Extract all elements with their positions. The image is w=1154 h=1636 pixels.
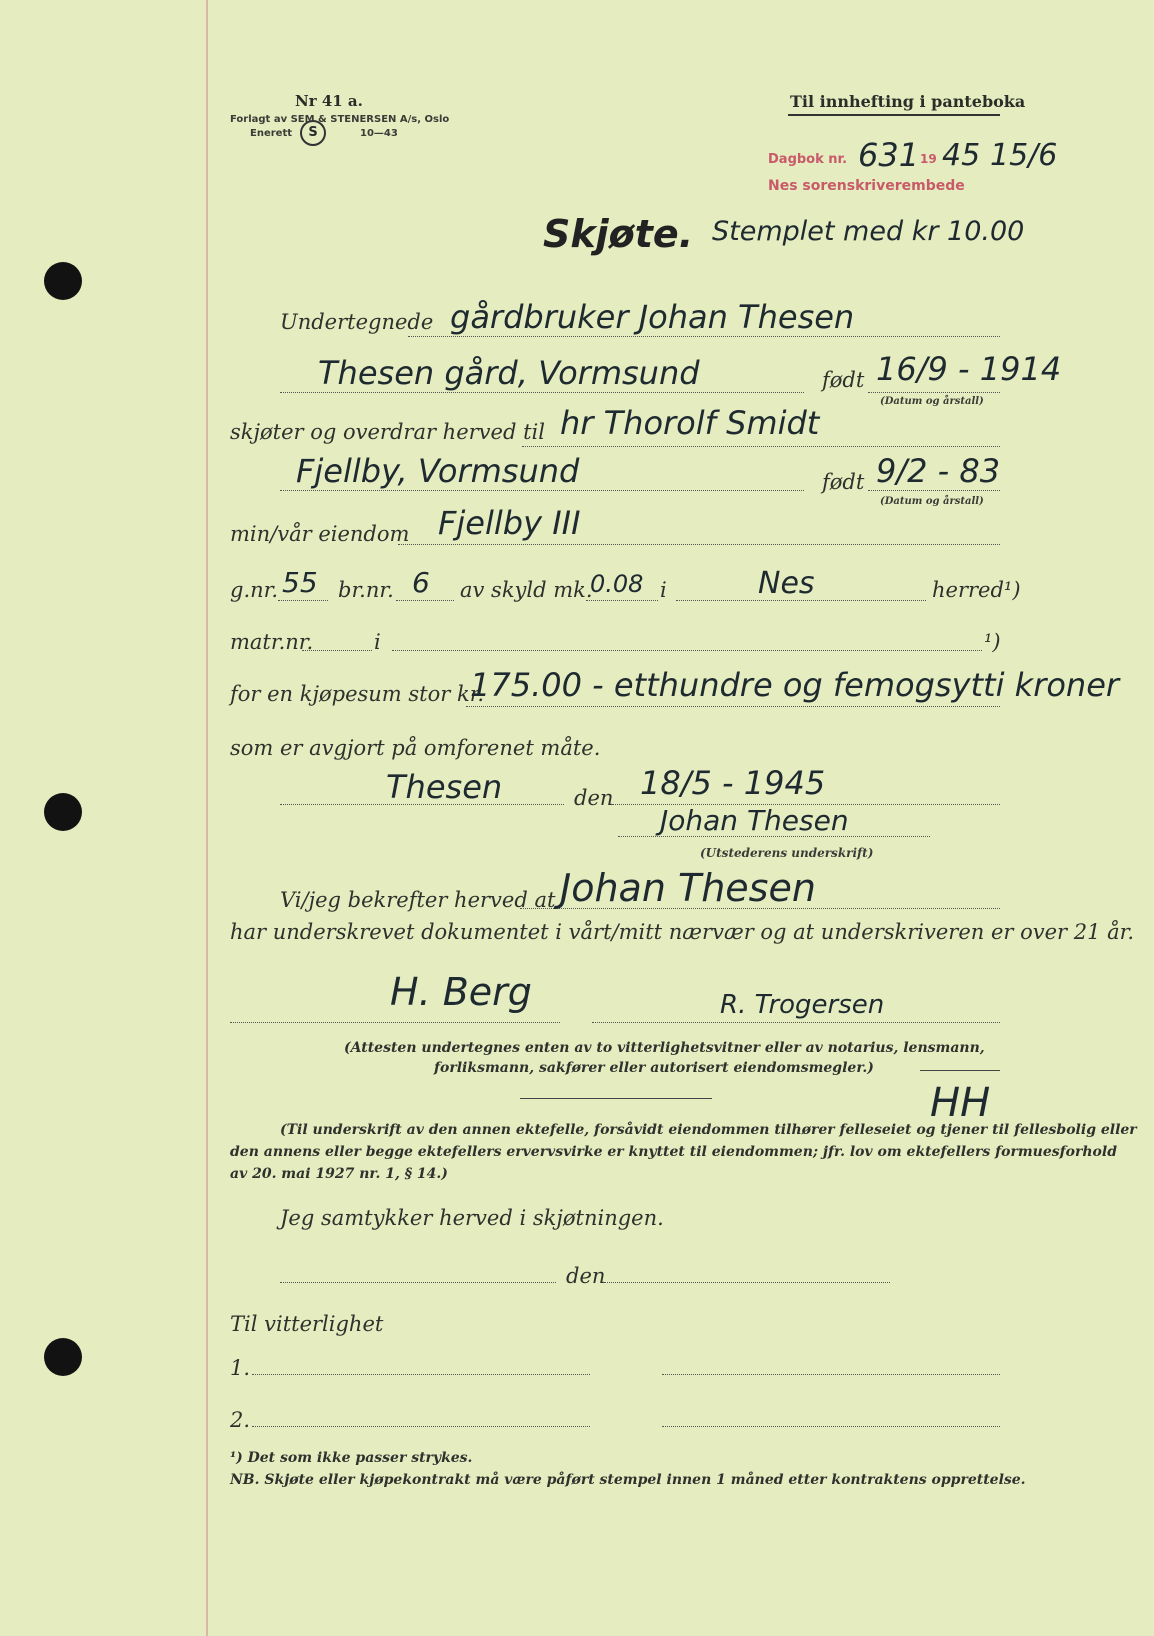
spouse-den-label: den: [566, 1264, 606, 1288]
witness-signature-1: H. Berg: [390, 970, 532, 1014]
seller-name-line: [408, 336, 1000, 337]
spouse-note-2: den annens eller begge ektefellers ervervsvirke er knyttet til eiendommen; jfr. lov om ektefellers formuesforhold: [230, 1144, 1117, 1160]
witness-sig2-line: [592, 1022, 1000, 1023]
price-amount: 175.00 - etthundre og femogsytti kroner: [470, 666, 1120, 704]
dagbok-year: 45: [942, 138, 981, 173]
witness-signature-2: R. Trogersen: [720, 990, 885, 1020]
punch-hole: [44, 793, 82, 831]
seller-name: gårdbruker Johan Thesen: [450, 298, 855, 336]
witness-intro: Vi/jeg bekrefter herved at: [280, 888, 556, 912]
vitterlighet-line-1a: [252, 1374, 590, 1375]
vitterlighet-line-2a: [252, 1426, 590, 1427]
buyer-born-note: (Datum og årstall): [880, 496, 984, 507]
witness-sig1-line: [230, 1022, 560, 1023]
herred-i-label: i: [660, 578, 667, 602]
stamp-duty-note: Stemplet med kr 10.00: [712, 216, 1025, 247]
vitterlighet-line-2b: [662, 1426, 1000, 1427]
buyer-born-date: 9/2 - 83: [876, 452, 1001, 490]
dagbok-label: Dagbok nr.: [768, 152, 848, 167]
matr-label: matr.nr.: [230, 630, 314, 654]
spouse-consent: Jeg samtykker herved i skjøtningen.: [280, 1206, 664, 1230]
buyer-born-label: født: [822, 470, 865, 494]
punch-hole: [44, 262, 82, 300]
section-divider: [520, 1098, 712, 1099]
publisher-enerett: Enerett: [250, 128, 293, 139]
bnr-value: 6: [412, 566, 430, 599]
skyld-value: 0.08: [590, 570, 644, 598]
vitterlighet-line-1b: [662, 1374, 1000, 1375]
signature-label: (Utstederens underskrift): [700, 846, 874, 860]
herred-label: herred¹): [932, 578, 1021, 602]
buyer-born-line: [868, 490, 1000, 491]
margin-line: [206, 0, 208, 1636]
office-stamp: Nes sorenskriverembede: [768, 178, 965, 194]
property-name: Fjellby III: [438, 504, 581, 542]
witnessed-name: Johan Thesen: [560, 866, 816, 910]
spouse-place-line: [280, 1282, 556, 1283]
top-right-underline: [788, 114, 1000, 116]
spouse-note-3: av 20. mai 1927 nr. 1, § 14.): [230, 1166, 448, 1182]
initials: HH: [930, 1080, 991, 1126]
spouse-date-line: [604, 1282, 890, 1283]
dagbok-date: 15/6: [990, 138, 1058, 173]
footnote-2: NB. Skjøte eller kjøpekontrakt må være påført stempel innen 1 måned etter kontraktens opprettelse.: [230, 1472, 1026, 1488]
publisher-logo: S: [300, 120, 326, 146]
signing-date: 18/5 - 1945: [640, 764, 826, 802]
price-settled: som er avgjort på omforenet måte.: [230, 736, 601, 760]
property-label: min/vår eiendom: [230, 522, 410, 546]
skyld-label: av skyld mk.: [460, 578, 593, 602]
signing-den-label: den: [574, 786, 614, 810]
herred-value: Nes: [758, 566, 815, 601]
matr-i-label: i: [374, 630, 381, 654]
buyer-address-line: [280, 490, 804, 491]
buyer-address: Fjellby, Vormsund: [296, 452, 580, 490]
seller-address: Thesen gård, Vormsund: [318, 354, 700, 392]
matr-i-line: [392, 650, 982, 651]
signing-place: Thesen: [386, 768, 503, 806]
seller-address-line: [280, 392, 804, 393]
gnr-value: 55: [282, 566, 318, 599]
dagbok-number: 631: [858, 136, 920, 174]
seller-born-line: [868, 392, 1000, 393]
punch-hole: [44, 1338, 82, 1376]
bnr-label: br.nr.: [338, 578, 394, 602]
seller-label: Undertegnede: [280, 310, 434, 334]
buyer-label: skjøter og overdrar herved til: [230, 420, 545, 444]
price-line: [466, 706, 1000, 707]
bnr-line: [396, 600, 454, 601]
vitterlighet-label: Til vitterlighet: [230, 1312, 384, 1336]
matr-line: [302, 650, 372, 651]
dagbok-year-prefix: 19: [920, 152, 937, 166]
issuer-signature: Johan Thesen: [660, 804, 849, 837]
seller-born-date: 16/9 - 1914: [876, 350, 1062, 388]
property-line: [398, 544, 1000, 545]
buyer-name: hr Thorolf Smidt: [560, 404, 820, 442]
gnr-line: [278, 600, 328, 601]
publisher-line: Forlagt av SEM & STENERSEN A/s, Oslo: [230, 114, 450, 125]
vitterlighet-row-1: 1.: [230, 1356, 251, 1380]
witness-note-2: forliksmann, sakfører eller autorisert eiendomsmegler.): [434, 1060, 874, 1076]
seller-born-note: (Datum og årstall): [880, 396, 984, 407]
document-title: Skjøte.: [543, 212, 694, 256]
spouse-note-1: (Til underskrift av den annen ektefelle, forsåvidt eiendommen tilhører felleseiet og tjener til fellesbolig eller: [280, 1122, 1137, 1138]
top-right-note: Til innhefting i panteboka: [790, 92, 1026, 111]
form-number: Nr 41 a.: [295, 92, 363, 110]
vitterlighet-row-2: 2.: [230, 1408, 251, 1432]
gnr-label: g.nr.: [230, 578, 279, 602]
witness-note-1: (Attesten undertegnes enten av to vitterlighetsvitner eller av notarius, lensmann,: [344, 1040, 985, 1056]
footnote-1: ¹) Det som ikke passer strykes.: [230, 1450, 473, 1466]
skyld-line: [586, 600, 658, 601]
initials-rule: [920, 1070, 1000, 1071]
price-label: for en kjøpesum stor kr.: [230, 682, 485, 706]
form-date: 10—43: [360, 128, 398, 139]
matr-note: ¹): [984, 630, 1001, 654]
seller-born-label: født: [822, 368, 865, 392]
witness-statement: har underskrevet dokumentet i vårt/mitt nærvær og at underskriveren er over 21 år.: [230, 920, 1135, 944]
buyer-name-line: [522, 446, 1000, 447]
